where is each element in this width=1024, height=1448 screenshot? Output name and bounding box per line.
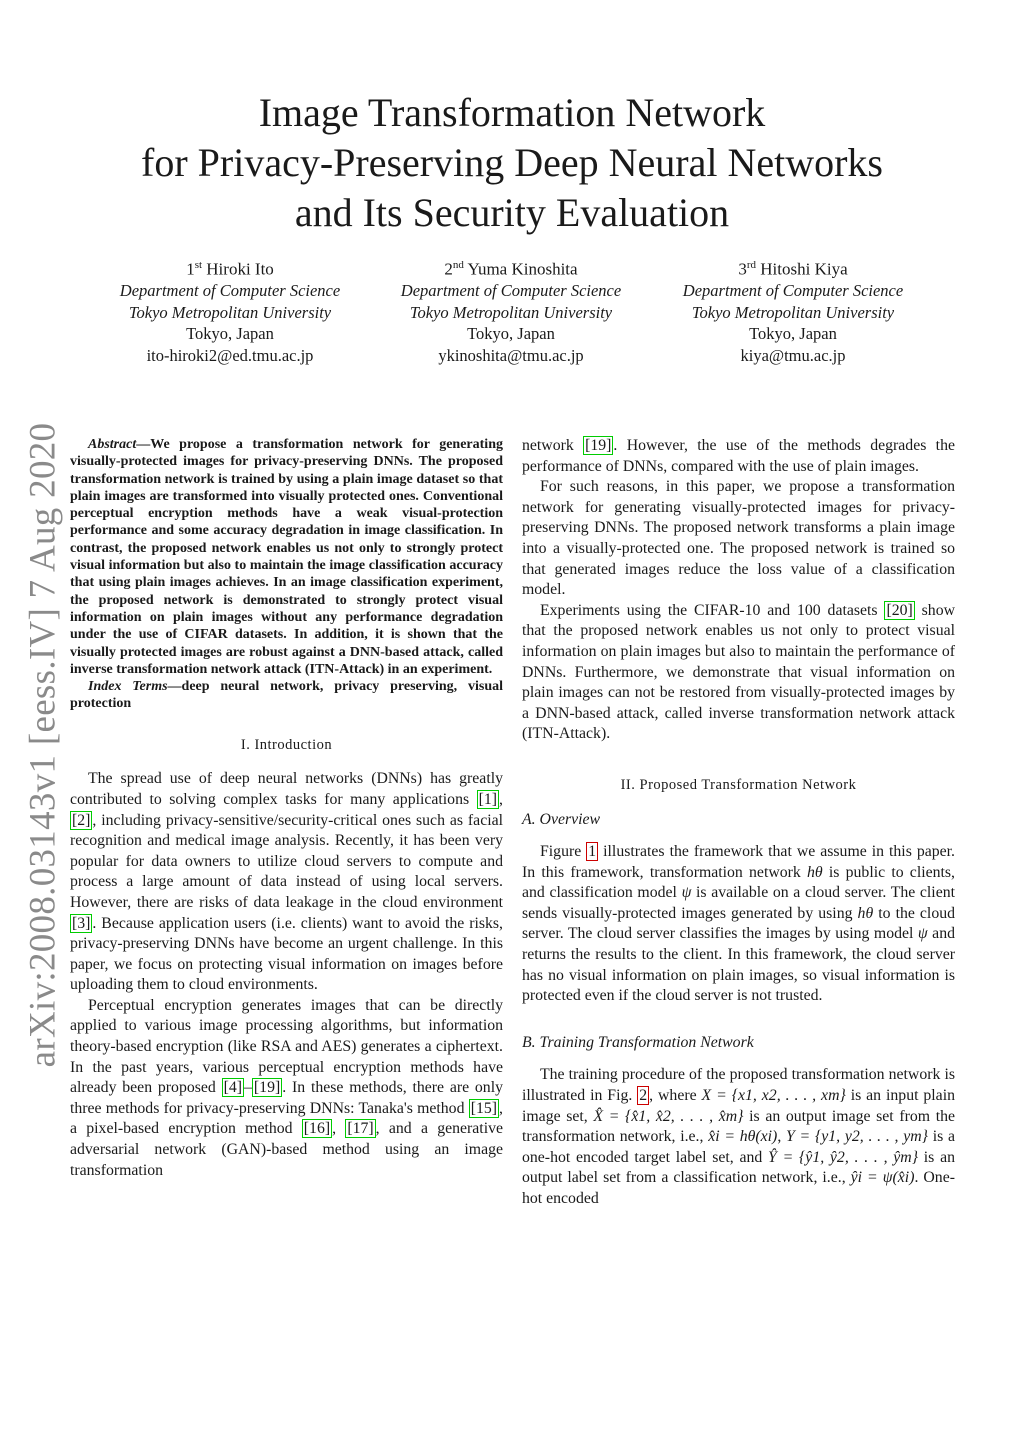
text-run: is a one-hot encoded target label set, and [522,1128,955,1166]
math-inline: ŷi = ψ(x̂i) [850,1169,915,1187]
section-1-title: I. Introduction [240,736,333,753]
figure-link[interactable]: 1 [588,843,597,861]
author-ordinal-suffix: rd [746,259,757,271]
math-inline: x̂i = hθ(xi) [708,1128,778,1146]
citation-link[interactable]: [1] [478,790,498,808]
text-run: network [522,437,584,454]
intro-continuation [522,436,955,477]
author-name: Hiroki Ito [206,259,274,279]
text-run: The spread use of deep neural networks (DNNs) has greatly contributed to solving complex tasks for many applications [70,770,503,808]
abstract [70,436,503,678]
text-run: , a pixel-based encryption method [70,1099,503,1138]
text-run: is an output image set from the transformation network, i.e., [522,1107,955,1146]
author-email[interactable]: ykinoshita@tmu.ac.jp [438,345,584,365]
text-run: Experiments using the CIFAR-10 and 100 datasets [540,601,885,619]
intro-paragraph-3: For such reasons, in this paper, we propose a transformation network for generating visually-protected images for privacy-preserving DNNs. The proposed network transforms a plain image into a visually-protected one. The proposed network is trained so that generated images reduce the loss value of a classification model. [522,478,955,599]
author-ordinal-suffix: nd [452,259,464,271]
text-run: Perceptual encryption generates images that can be directly applied to various image processing algorithms, but information theory-based encryption (like RSA and AES) generates a ciphertext. In the past years, various perceptual encryption methods have already been proposed [70,996,503,1097]
author-location: Tokyo, Japan [186,324,274,344]
text-run: . In these methods, there are only three methods for privacy-preserving DNNs: Tanaka's method [70,1079,503,1117]
subsection-a-title: A. Overview [522,810,601,828]
author-location: Tokyo, Japan [749,324,837,344]
citation-link[interactable]: [20] [886,601,913,619]
author-ordinal-suffix: st [194,259,203,271]
subsection-b-title: B. Training Transformation Network [522,1033,754,1051]
text-run: and returns the results to the client. In this framework, the cloud server has no visual information on plain images, so visual information is protected even if the cloud server is not trusted. [522,925,955,1005]
title-line-2: for Privacy-Preserving Deep Neural Networks [141,140,883,185]
index-terms-text: —deep neural network, privacy preserving, visual protection [70,679,503,712]
index-terms-label: Index Terms [88,679,168,695]
author-email[interactable]: ito-hiroki2@ed.tmu.ac.jp [146,345,314,365]
math-inline: X̂ = {x̂1, x̂2, . . . , x̂m} [593,1107,744,1125]
text-run: , [777,1128,787,1146]
math-inline: ψ [681,884,692,902]
author-block-3 [643,255,943,366]
citation-link[interactable]: [16] [303,1120,331,1138]
training-paragraph [522,1065,955,1209]
author-department: Department of Computer Science [400,281,622,301]
author-ordinal: 1 [186,259,195,279]
intro-paragraph-4 [522,601,955,745]
figure-link[interactable]: 2 [639,1087,648,1105]
math-inline: Ŷ = {ŷ1, ŷ2, . . . , ŷm} [768,1148,919,1166]
text-run: show that the proposed network enables us not only to protect visual information on plain images but also to maintain the performance of DNNs. Furthermore, we demonstrate that visual information on plain images can not be restored from visually-protected images by a DNN-based attack, called inverse transformation network attack (ITN-Attack). [522,601,955,743]
author-university: Tokyo Metropolitan University [409,302,613,322]
text-run: , [499,790,503,808]
abstract-label: Abstract [88,437,137,452]
citation-link[interactable]: [15] [470,1099,498,1117]
text-run: is an output label set from a classification network, i.e., [522,1148,955,1187]
text-run: is an input plain image set, [522,1087,955,1125]
author-block-2 [361,255,661,366]
text-run: , including privacy-sensitive/security-critical ones such as facial recognition and medical image analysis. Recently, it has been very popular for data owners to utilize cloud servers to compute and process a large amount of data instead of using local servers. However, there are risks of data leakage in the cloud environment [70,811,503,911]
author-name-line [643,255,943,280]
author-block-1 [80,255,380,366]
text-run: . However, the use of the methods degrades the performance of DNNs, compared with the use of plain images. [522,437,955,475]
author-name: Hitoshi Kiya [760,259,848,279]
author-location: Tokyo, Japan [467,324,555,344]
text-run: The training procedure of the proposed transformation network is illustrated in Fig. [522,1066,955,1105]
paper-title [0,88,1024,238]
author-name: Yuma Kinoshita [467,259,578,279]
intro-paragraph-2 [70,996,503,1181]
text-run: . Because application users (i.e. clients) want to avoid the risks, privacy-preserving DNNs have become an urgent challenge. In this paper, we focus on protecting visual information on images before uploading them to cloud environments. [70,914,503,994]
citation-link[interactable]: [19] [585,437,612,454]
arxiv-stamp: arXiv:2008.03143v1 [eess.IV] 7 Aug 2020 [22,422,64,1068]
intro-paragraph-1 [70,769,503,996]
title-line-3: and Its Security Evaluation [294,190,730,235]
author-university: Tokyo Metropolitan University [691,302,895,322]
author-name-line [80,255,380,280]
author-name-line [361,255,661,280]
left-column [70,436,503,1181]
text-run: , and a generative adversarial network (GAN)-based method using an image transformation [70,1120,503,1179]
text-run: . One-hot encoded [522,1169,955,1207]
math-inline: hθ [807,863,823,881]
text-run: , [332,1120,346,1138]
overview-paragraph [522,842,955,1007]
author-department: Department of Computer Science [119,281,341,301]
author-department: Department of Computer Science [682,281,904,301]
math-inline: X = {x1, x2, . . . , xm} [701,1087,846,1105]
right-column [522,436,955,1210]
abstract-text: —We propose a transformation network for generating visually-protected images for privacy-preserving DNNs. The proposed transformation network is trained by using a plain image dataset so that plain images are transformed into visually protected ones. Conventional perceptual encryption methods have a weak visual-protection performance and some accuracy degradation in image classification. In contrast, the proposed network enables us not only to strongly protect visual information but also to maintain the image classification accuracy that using plain images achieves. In an image classification experiment, the proposed network is demonstrated to strongly protect visual information on plain images without any performance degradation under the use of CIFAR datasets. In addition, it is shown that the visually protected images are robust against a DNN-based attack, called inverse transformation network attack (ITN-Attack) in an experiment. [70,437,503,677]
text-run: , where [649,1087,702,1105]
math-inline: ψ [917,925,928,943]
author-university: Tokyo Metropolitan University [128,302,332,322]
author-email[interactable]: kiya@tmu.ac.jp [740,345,846,365]
text-run: to the cloud server. The cloud server classifies the images by using model [522,904,956,943]
title-line-1: Image Transformation Network [258,90,766,135]
text-run: – [244,1079,252,1097]
text-run: illustrates the framework that we assume in this paper. In this framework, transformation network [522,843,955,881]
citation-link[interactable]: [19] [253,1079,281,1097]
text-run: Figure [540,843,587,861]
citation-link[interactable]: [4] [223,1079,243,1097]
author-ordinal: 2 [444,259,453,279]
citation-link[interactable]: [3] [72,914,91,932]
math-inline: hθ [857,904,874,922]
citation-link[interactable]: [2] [72,811,91,829]
index-terms [70,678,503,713]
text-run: is available on a cloud server. The client sends visually-protected images generated by using [522,884,955,922]
math-inline: Y = {y1, y2, . . . , ym} [786,1128,928,1146]
section-2-title: II. Proposed Transformation Network [620,776,857,793]
text-run: is public to clients, and classification model [522,863,955,902]
author-ordinal: 3 [738,259,747,279]
citation-link[interactable]: [17] [347,1120,374,1138]
